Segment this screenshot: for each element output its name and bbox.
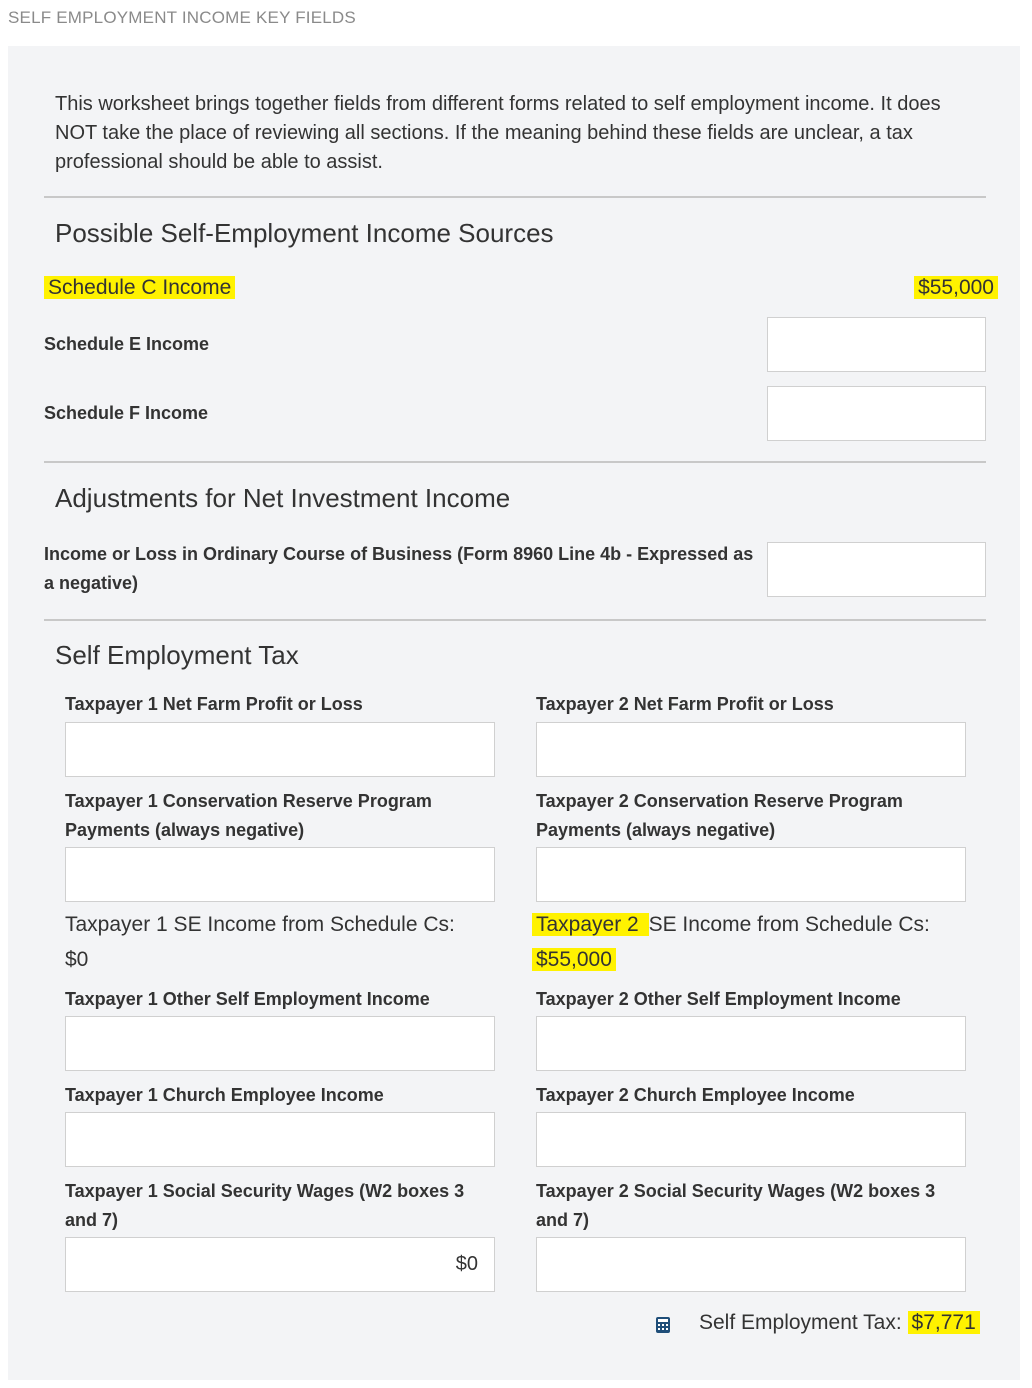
- tp2-farm-input[interactable]: [536, 722, 966, 777]
- divider: [44, 461, 986, 463]
- schedule-c-value: $55,000: [914, 276, 998, 299]
- tp1-schc-label: Taxpayer 1 SE Income from Schedule Cs:: [65, 913, 455, 936]
- tp1-schc-value: $0: [65, 948, 89, 971]
- section-title-se-tax: Self Employment Tax: [55, 640, 299, 670]
- tp1-farm-label: Taxpayer 1 Net Farm Profit or Loss: [65, 694, 363, 714]
- divider: [44, 196, 986, 198]
- tp2-church-label: Taxpayer 2 Church Employee Income: [536, 1085, 855, 1105]
- tp2-crp-input[interactable]: [536, 847, 966, 902]
- tp1-crp-label: Taxpayer 1 Conservation Reserve Program Payments (always negative): [65, 791, 432, 840]
- tp2-ss-input[interactable]: [536, 1237, 966, 1292]
- tp2-schc-value: $55,000: [532, 948, 616, 971]
- tp2-church-input[interactable]: [536, 1112, 966, 1167]
- tp1-ss-input[interactable]: $0: [65, 1237, 495, 1292]
- se-tax-total: Self Employment Tax: $7,771: [699, 1311, 980, 1335]
- tp2-farm-label: Taxpayer 2 Net Farm Profit or Loss: [536, 694, 834, 714]
- tp2-ss-label: Taxpayer 2 Social Security Wages (W2 boxes 3 and 7): [536, 1181, 936, 1230]
- schedule-f-label: Schedule F Income: [44, 403, 209, 423]
- section-title-nii: Adjustments for Net Investment Income: [55, 483, 511, 513]
- nii-label: Income or Loss in Ordinary Course of Business (Form 8960 Line 4b - Expressed as a negative): [44, 544, 754, 593]
- tp1-other-label: Taxpayer 1 Other Self Employment Income: [65, 989, 430, 1009]
- tp1-farm-input[interactable]: [65, 722, 495, 777]
- se-tax-value: $7,771: [908, 1311, 980, 1334]
- schedule-e-input[interactable]: [767, 317, 986, 372]
- calculator-icon[interactable]: [655, 1316, 671, 1334]
- tp1-other-input[interactable]: [65, 1016, 495, 1071]
- tp1-church-input[interactable]: [65, 1112, 495, 1167]
- tp2-crp-label: Taxpayer 2 Conservation Reserve Program Payments (always negative): [536, 791, 903, 840]
- worksheet-panel: [8, 46, 1020, 1380]
- nii-input[interactable]: [767, 542, 986, 597]
- tp1-ss-label: Taxpayer 1 Social Security Wages (W2 boxes 3 and 7): [65, 1181, 465, 1230]
- schedule-f-input[interactable]: [767, 386, 986, 441]
- schedule-e-label: Schedule E Income: [44, 334, 210, 354]
- tp1-crp-input[interactable]: [65, 847, 495, 902]
- page-header: SELF EMPLOYMENT INCOME KEY FIELDS: [8, 8, 356, 27]
- tp2-other-input[interactable]: [536, 1016, 966, 1071]
- intro-text: This worksheet brings together fields from different forms related to self employment income. It does NOT take the place of reviewing all sections. If the meaning behind these fields are unclear, a tax professional should be able to assist.: [55, 93, 941, 173]
- tp2-schc-label: Taxpayer 2 SE Income from Schedule Cs:: [532, 913, 930, 937]
- section-title-sources: Possible Self-Employment Income Sources: [55, 218, 554, 248]
- schedule-c-label: Schedule C Income: [44, 276, 235, 299]
- tp1-church-label: Taxpayer 1 Church Employee Income: [65, 1085, 384, 1105]
- divider: [44, 619, 986, 621]
- tp2-other-label: Taxpayer 2 Other Self Employment Income: [536, 989, 901, 1009]
